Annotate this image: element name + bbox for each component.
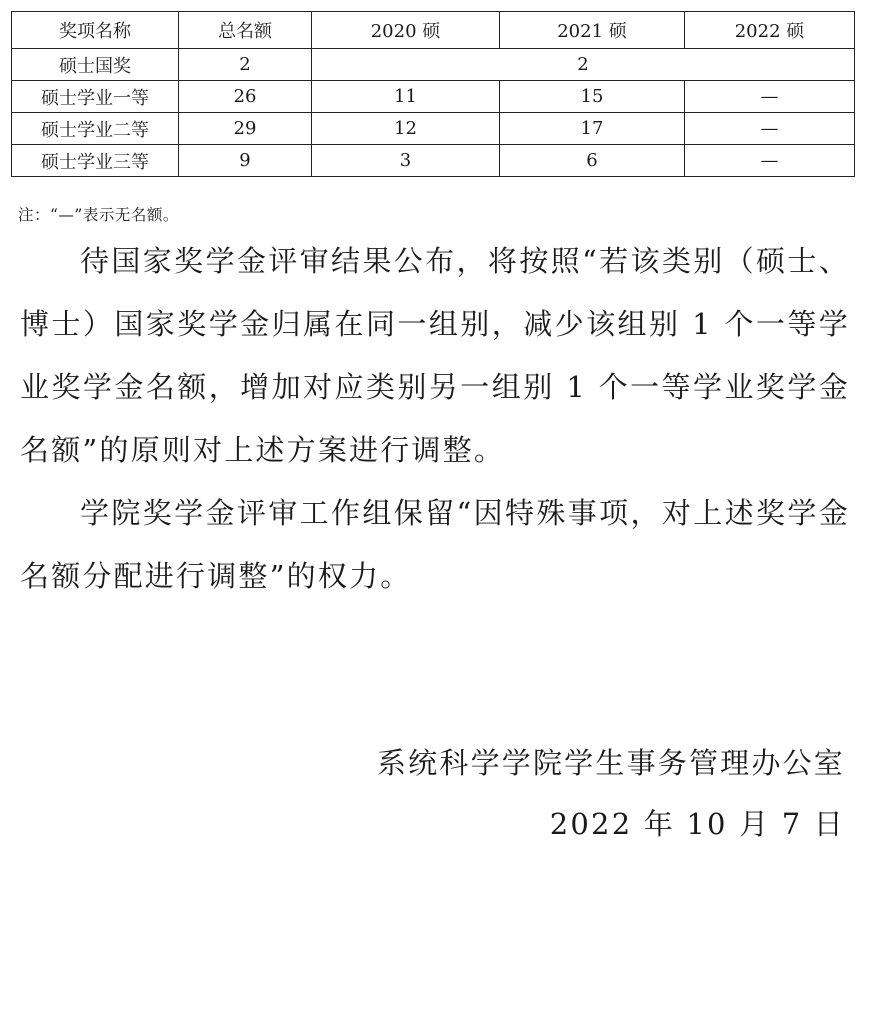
table-row [12,113,855,145]
quota-2021-cell: 6 [500,145,685,177]
header-2022-master: 2022 硕 [685,12,855,49]
total-quota-cell: 26 [179,81,312,113]
total-quota-cell: 2 [179,49,312,81]
award-name-cell: 硕士国奖 [12,49,179,81]
total-quota-cell: 29 [179,113,312,145]
quota-2021-cell: 15 [500,81,685,113]
merged-quota-cell: 2 [312,49,855,81]
total-quota-cell: 9 [179,145,312,177]
quota-table [11,11,855,177]
header-2020-master: 2020 硕 [312,12,500,49]
award-name-cell: 硕士学业一等 [12,81,179,113]
header-award-name: 奖项名称 [12,12,179,49]
quota-2022-cell: — [685,113,855,145]
paragraph-adjustment-rule: 待国家奖学金评审结果公布，将按照“若该类别（硕士、博士）国家奖学金归属在同一组别，减少该组别 1 个一等学业奖学金名额，增加对应类别另一组别 1 个一等学业奖学金名额”的原则对上述方案进行调整。 [20,244,850,467]
paragraph-reserved-right: 学院奖学金评审工作组保留“因特殊事项，对上述奖学金名额分配进行调整”的权力。 [20,496,850,593]
table-note: 注：“—”表示无名额。 [18,206,179,224]
award-name-cell: 硕士学业三等 [12,145,179,177]
signature-date: 2022 年 10 月 7 日 [549,807,845,841]
quota-2020-cell: 11 [312,81,500,113]
quota-2022-cell: — [685,81,855,113]
quota-2020-cell: 3 [312,145,500,177]
table-header-row [12,12,855,49]
award-name-cell: 硕士学业二等 [12,113,179,145]
signature-office: 系统科学学院学生事务管理办公室 [376,746,845,780]
table-row [12,81,855,113]
table-row [12,49,855,81]
header-total-quota: 总名额 [179,12,312,49]
header-2021-master: 2021 硕 [500,12,685,49]
quota-2022-cell: — [685,145,855,177]
quota-2021-cell: 17 [500,113,685,145]
table-row [12,145,855,177]
quota-2020-cell: 12 [312,113,500,145]
